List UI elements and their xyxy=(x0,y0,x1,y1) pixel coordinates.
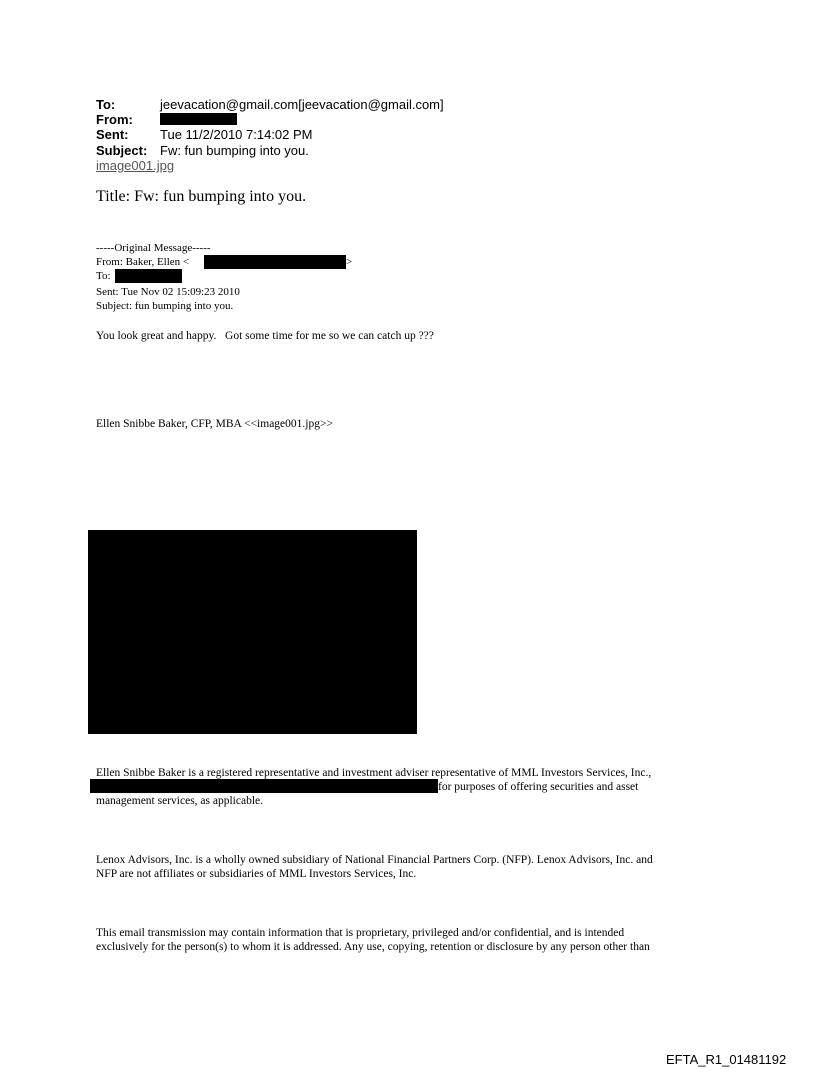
disclaimer-p1-line2: for purposes of offering securities and asset xyxy=(438,781,639,793)
original-from-close: > xyxy=(346,256,353,268)
original-to: To: xyxy=(96,270,111,282)
original-subject: Subject: fun bumping into you. xyxy=(96,300,234,312)
to-value: jeevacation@gmail.com[jeevacation@gmail.com] xyxy=(160,97,444,112)
sent-label: Sent: xyxy=(96,127,129,142)
redaction-original-to xyxy=(115,269,182,283)
subject-label: Subject: xyxy=(96,143,148,158)
to-label: To: xyxy=(96,97,116,112)
disclaimer-p1-line3: management services, as applicable. xyxy=(96,795,263,807)
message-body: You look great and happy. Got some time for me so we can catch up ??? xyxy=(96,330,434,342)
original-from-text: From: Baker, Ellen < xyxy=(96,256,190,268)
from-label: From: xyxy=(96,112,133,127)
disclaimer-p2-line1: Lenox Advisors, Inc. is a wholly owned subsidiary of National Financial Partners Corp. (NFP). Lenox Advisors, Inc. and xyxy=(96,854,653,866)
subject-value: Fw: fun bumping into you. xyxy=(160,143,309,158)
original-from xyxy=(96,256,189,269)
disclaimer-p2-line2: NFP are not affiliates or subsidiaries of MML Investors Services, Inc. xyxy=(96,868,417,880)
disclaimer-p1-line1: Ellen Snibbe Baker is a registered representative and investment adviser representative of MML Investors Services, Inc., xyxy=(96,767,652,779)
document-title: Title: Fw: fun bumping into you. xyxy=(96,188,307,205)
redaction-disclaimer xyxy=(90,779,438,793)
signature: Ellen Snibbe Baker, CFP, MBA <<image001.jpg>> xyxy=(96,418,333,430)
disclaimer-p3-line1: This email transmission may contain information that is proprietary, privileged and/or confidential, and is intended xyxy=(96,927,625,939)
attachment-link[interactable]: image001.jpg xyxy=(96,158,175,173)
disclaimer-p3-line2: exclusively for the person(s) to whom it is addressed. Any use, copying, retention or disclosure by any person other than xyxy=(96,941,650,953)
redaction-from xyxy=(160,113,237,125)
document-id: EFTA_R1_01481192 xyxy=(666,1052,787,1067)
redacted-image xyxy=(88,530,417,734)
sent-value: Tue 11/2/2010 7:14:02 PM xyxy=(160,127,313,142)
redaction-original-from-email xyxy=(204,255,346,269)
original-sent: Sent: Tue Nov 02 15:09:23 2010 xyxy=(96,286,240,298)
original-separator: -----Original Message----- xyxy=(96,242,211,254)
